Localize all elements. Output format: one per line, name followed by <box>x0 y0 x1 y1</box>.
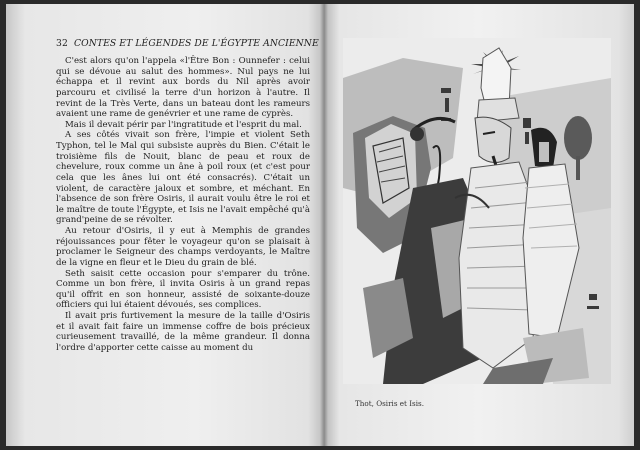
illustration-thot-osiris-isis <box>343 38 611 384</box>
illustration-caption: Thot, Osiris et Isis. <box>355 399 425 408</box>
running-head <box>56 38 319 49</box>
book-title: CONTES ET LÉGENDES DE L'ÉGYPTE ANCIENNE <box>73 38 319 49</box>
book-gutter <box>320 4 328 446</box>
paragraph-3: A ses côtés vivait son frère, l'impie et violent Seth Typhon, tel le Mal qui subsiste auprès du Bien. C'était le troisième fils de Nouit, blanc de peau et roux de chevelure, roux comme un âne à poil roux (et c'est pour cela que les ânes lui ont été consacrés). C'était un violent, de caractère jaloux et sombre, et méchant. En l'absence de son frère Osiris, il aurait voulu être le roi et le maître de toute l'Égypte, et Isis ne l'avait empêché qu'à grand'peine de se révolter. <box>56 130 310 226</box>
paragraph-4: Au retour d'Osiris, il y eut à Memphis de grandes réjouissances pour fêter le voyageur qu'on se plaisait à proclamer le Seigneur des champs verdoyants, le Maître de la vigne en fleur et le Dieu du grain de blé. <box>56 226 310 268</box>
page-number: 32 <box>56 38 68 49</box>
paragraph-5: Seth saisit cette occasion pour s'emparer du trône. Comme un bon frère, il invita Osiris à un grand repas qu'il offrit en son honneur, assisté de soixante-douze officiers qui lui étaient dévoués, ses complices. <box>56 268 310 311</box>
paragraph-2: Mais il devait périr par l'ingratitude et l'esprit du mal. <box>65 119 302 130</box>
paragraph-6: Il avait pris furtivement la mesure de la taille d'Osiris et il avait fait faire un immense coffre de bois précieux curieusement travaillé, de la même grandeur. Il donna l'ordre d'apporter cette caisse au moment du <box>56 311 310 353</box>
body-text <box>56 56 310 354</box>
paragraph-1: C'est alors qu'on l'appela «l'Être Bon : Ounnefer : celui qui se dévoue au salut des hommes». Nul pays ne lui échappa et il revint aux bords du Nil après avoir parcouru et civilisé la terre d'un horizon à l'autre. Il revint de la Très Verte, dans un bateau dont les rameurs avaient une rame de genévrier et une rame de cyprès. <box>56 56 310 120</box>
